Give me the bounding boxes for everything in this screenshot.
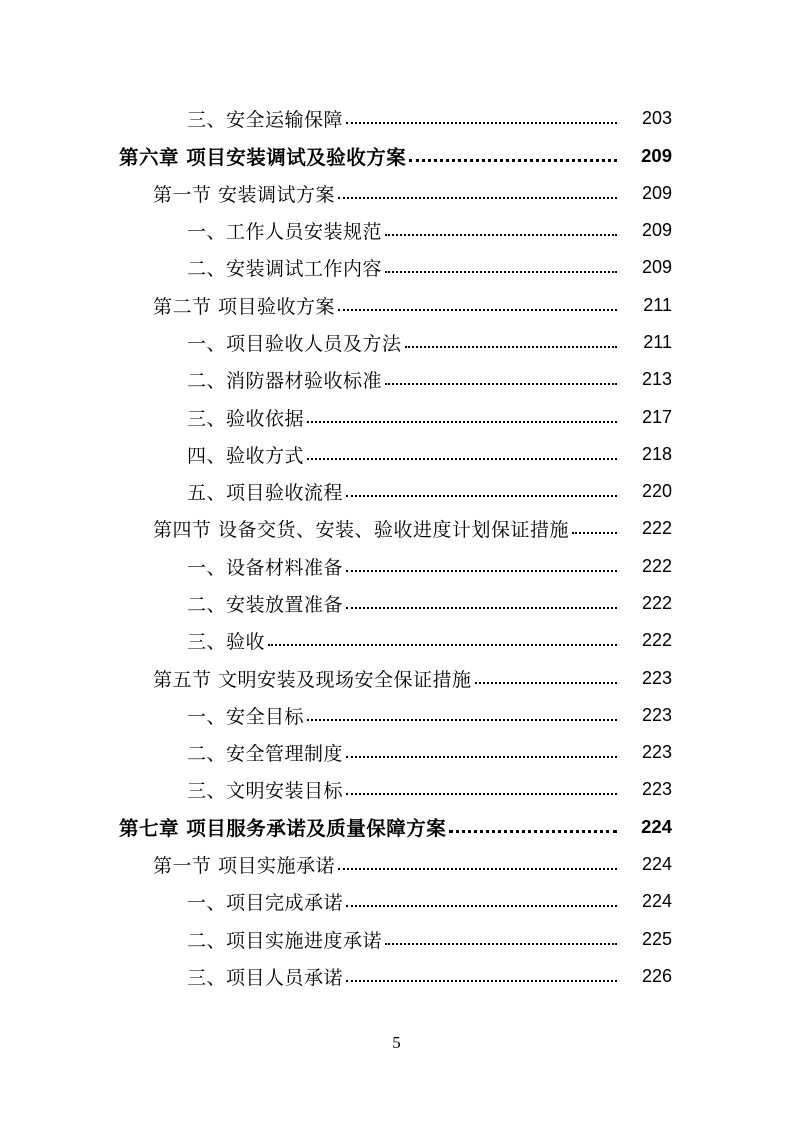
page-number: 5 — [392, 1033, 401, 1052]
toc-dot-leader — [346, 476, 617, 497]
toc-entry-page: 223 — [641, 667, 672, 688]
table-of-contents — [0, 100, 793, 995]
toc-dot-leader — [409, 140, 617, 162]
toc-dot-leader — [346, 551, 617, 572]
toc-entry-page: 222 — [641, 593, 672, 613]
toc-subsection-entry[interactable] — [0, 585, 793, 622]
toc-dot-leader — [268, 625, 617, 646]
toc-subsection-entry[interactable] — [0, 436, 793, 473]
toc-entry-title: 第一节 项目实施承诺 — [153, 855, 336, 878]
toc-entry-title: 第五节 文明安装及现场安全保证措施 — [153, 668, 472, 691]
toc-entry-title: 二、安全管理制度 — [187, 743, 344, 766]
toc-entry-page: 225 — [641, 928, 672, 949]
toc-entry-page: 218 — [641, 443, 672, 464]
toc-entry-page: 223 — [641, 779, 672, 800]
toc-subsection-entry[interactable] — [0, 398, 793, 435]
toc-entry-page: 203 — [641, 108, 672, 129]
toc-entry-title: 三、验收依据 — [187, 407, 305, 430]
toc-entry-title: 一、安全目标 — [187, 705, 305, 728]
toc-dot-leader — [307, 700, 617, 721]
toc-entry-page: 223 — [641, 704, 672, 725]
toc-entry-page: 222 — [641, 555, 672, 576]
toc-subsection-entry[interactable] — [0, 548, 793, 585]
toc-entry-title: 第二节 项目验收方案 — [153, 295, 336, 318]
toc-entry-page: 224 — [641, 854, 672, 875]
toc-subsection-entry[interactable] — [0, 361, 793, 398]
toc-entry-title: 四、验收方式 — [187, 444, 305, 467]
toc-chapter-entry[interactable] — [0, 137, 793, 174]
toc-entry-page: 217 — [641, 406, 672, 427]
toc-dot-leader — [307, 439, 617, 460]
toc-section-entry[interactable] — [0, 175, 793, 212]
toc-entry-title: 三、文明安装目标 — [187, 780, 344, 803]
toc-dot-leader — [385, 924, 617, 945]
toc-entry-title: 五、项目验收流程 — [187, 482, 344, 505]
toc-section-entry[interactable] — [0, 510, 793, 547]
toc-entry-page: 213 — [641, 369, 672, 390]
toc-entry-title: 二、项目实施进度承诺 — [187, 929, 383, 952]
toc-dot-leader — [338, 290, 617, 311]
toc-entry-title: 一、项目完成承诺 — [187, 892, 344, 915]
toc-dot-leader — [338, 849, 617, 870]
toc-chapter-entry[interactable] — [0, 809, 793, 846]
toc-entry-title: 三、项目人员承诺 — [187, 966, 344, 989]
toc-dot-leader — [385, 252, 617, 273]
toc-dot-leader — [307, 402, 617, 423]
toc-section-entry[interactable] — [0, 659, 793, 696]
toc-subsection-entry[interactable] — [0, 212, 793, 249]
toc-dot-leader — [572, 513, 617, 534]
toc-entry-page: 226 — [641, 965, 672, 986]
toc-section-entry[interactable] — [0, 846, 793, 883]
toc-subsection-entry[interactable] — [0, 697, 793, 734]
toc-entry-page: 222 — [641, 630, 672, 651]
toc-entry-title: 二、安装放置准备 — [187, 594, 344, 616]
toc-dot-leader — [346, 103, 617, 124]
toc-entry-title: 第四节 设备交货、安装、验收进度计划保证措施 — [153, 519, 570, 542]
toc-dot-leader — [338, 178, 617, 199]
toc-entry-title: 一、设备材料准备 — [187, 556, 344, 579]
toc-entry-title: 第一节 安装调试方案 — [153, 183, 336, 206]
toc-entry-page: 223 — [641, 742, 672, 763]
toc-dot-leader — [385, 364, 617, 385]
toc-entry-page: 224 — [641, 816, 672, 838]
toc-dot-leader — [405, 327, 617, 348]
toc-dot-leader — [449, 811, 617, 833]
toc-entry-title: 一、项目验收人员及方法 — [187, 332, 402, 355]
toc-entry-title: 三、安全运输保障 — [187, 109, 344, 132]
toc-entry-title: 第七章 项目服务承诺及质量保障方案 — [119, 817, 447, 841]
toc-dot-leader — [346, 774, 617, 795]
toc-entry-title: 一、工作人员安装规范 — [187, 221, 383, 244]
toc-subsection-entry[interactable] — [0, 324, 793, 361]
toc-dot-leader — [475, 663, 617, 684]
toc-dot-leader — [385, 215, 617, 236]
toc-entry-page: 209 — [641, 144, 672, 166]
toc-entry-page: 222 — [641, 518, 672, 539]
toc-subsection-entry[interactable] — [0, 249, 793, 286]
toc-entry-page: 220 — [641, 481, 672, 502]
toc-entry-page: 211 — [643, 331, 672, 352]
toc-entry-page: 224 — [641, 891, 672, 912]
toc-subsection-entry[interactable] — [0, 771, 793, 808]
toc-section-entry[interactable] — [0, 286, 793, 323]
toc-entry-title: 三、验收 — [187, 631, 266, 654]
toc-entry-title: 二、安装调试工作内容 — [187, 258, 383, 281]
toc-dot-leader — [346, 886, 617, 907]
toc-subsection-entry[interactable] — [0, 734, 793, 771]
toc-subsection-entry[interactable] — [0, 921, 793, 958]
toc-entry-title: 二、消防器材验收标准 — [187, 370, 383, 393]
toc-subsection-entry[interactable] — [0, 473, 793, 510]
toc-dot-leader — [346, 737, 617, 758]
toc-entry-title: 第六章 项目安装调试及验收方案 — [119, 145, 407, 169]
toc-subsection-entry[interactable] — [0, 622, 793, 659]
toc-subsection-entry[interactable] — [0, 883, 793, 920]
toc-dot-leader — [346, 961, 617, 982]
toc-entry-page: 209 — [641, 182, 672, 203]
toc-entry-page: 211 — [643, 294, 672, 315]
toc-subsection-entry[interactable] — [0, 100, 793, 137]
toc-dot-leader — [346, 588, 617, 609]
toc-entry-page: 209 — [641, 220, 672, 241]
toc-entry-page: 209 — [641, 257, 672, 278]
toc-subsection-entry[interactable] — [0, 958, 793, 995]
